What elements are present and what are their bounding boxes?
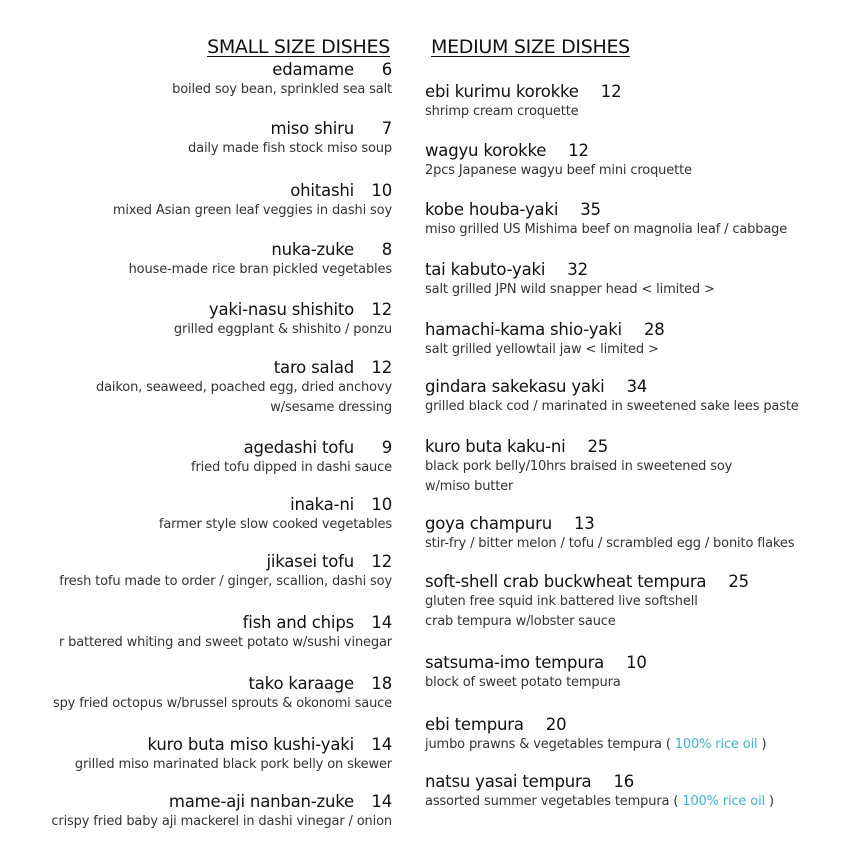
item-desc: shrimp cream croquette bbox=[425, 104, 579, 119]
menu-item bbox=[425, 320, 665, 360]
menu-item bbox=[425, 260, 715, 300]
menu-item bbox=[59, 613, 392, 653]
item-name: edamame bbox=[272, 60, 354, 79]
rice-oil-note: 100% rice oil bbox=[674, 737, 758, 752]
menu-item bbox=[53, 674, 392, 714]
item-price: 32 bbox=[567, 260, 588, 279]
menu-item bbox=[425, 772, 774, 812]
item-name: kuro buta miso kushi-yaki bbox=[147, 735, 354, 754]
item-price: 9 bbox=[381, 438, 392, 457]
item-price: 8 bbox=[381, 240, 392, 259]
menu-item bbox=[425, 200, 787, 240]
menu-item bbox=[75, 735, 392, 775]
item-desc: fried tofu dipped in dashi sauce bbox=[191, 460, 392, 475]
item-desc: gluten free squid ink battered live softshell bbox=[425, 594, 698, 609]
item-desc: 2pcs Japanese wagyu beef mini croquette bbox=[425, 163, 692, 178]
item-price: 6 bbox=[381, 60, 392, 79]
item-price: 28 bbox=[643, 320, 665, 339]
menu-item bbox=[188, 119, 392, 159]
item-desc: mixed Asian green leaf veggies in dashi soy bbox=[112, 203, 392, 218]
rice-oil-note: 100% rice oil bbox=[682, 794, 765, 809]
menu-item bbox=[425, 82, 621, 122]
item-desc: crab tempura w/lobster sauce bbox=[425, 614, 616, 629]
item-name: ebi kurimu korokke bbox=[425, 82, 579, 101]
item-desc: grilled eggplant & shishito / ponzu bbox=[173, 322, 392, 337]
item-desc: black pork belly/10hrs braised in sweetened soy bbox=[425, 459, 733, 474]
item-price: 18 bbox=[371, 674, 392, 693]
item-desc: w/sesame dressing bbox=[270, 400, 392, 415]
item-price: 10 bbox=[626, 653, 647, 672]
menu-item bbox=[51, 792, 392, 832]
item-price: 12 bbox=[371, 300, 392, 319]
item-price: 10 bbox=[371, 181, 392, 200]
menu-item bbox=[59, 552, 392, 592]
menu-item bbox=[159, 495, 392, 535]
item-desc: spy fried octopus w/brussel sprouts & okonomi sauce bbox=[52, 696, 392, 711]
item-name: goya champuru bbox=[425, 514, 552, 533]
item-name: natsu yasai tempura bbox=[425, 772, 592, 791]
item-name: tako karaage bbox=[248, 674, 354, 693]
item-desc: daikon, seaweed, poached egg, dried anchovy bbox=[95, 380, 392, 395]
menu-item bbox=[425, 653, 647, 693]
item-desc: daily made fish stock miso soup bbox=[188, 141, 392, 156]
menu-item bbox=[425, 572, 749, 632]
item-price: 25 bbox=[728, 572, 749, 591]
item-price: 16 bbox=[613, 772, 635, 791]
item-price: 12 bbox=[371, 358, 392, 377]
desc-text: ) bbox=[757, 737, 767, 752]
desc-text: assorted summer vegetables tempura ( bbox=[425, 794, 683, 809]
desc-text: jumbo prawns & vegetables tempura ( bbox=[425, 737, 675, 752]
item-desc: grilled black cod / marinated in sweetened sake lees paste bbox=[425, 399, 799, 414]
menu-item bbox=[425, 514, 794, 554]
item-desc bbox=[425, 792, 774, 812]
item-price: 13 bbox=[573, 514, 595, 533]
item-name: miso shiru bbox=[270, 119, 354, 138]
item-desc: w/miso butter bbox=[425, 479, 514, 494]
menu-item bbox=[113, 181, 392, 221]
item-desc: salt grilled yellowtail jaw < limited > bbox=[425, 342, 659, 357]
item-desc: r battered whiting and sweet potato w/sushi vinegar bbox=[58, 635, 392, 650]
item-name: kobe houba-yaki bbox=[425, 200, 559, 219]
menu-item bbox=[425, 377, 799, 417]
medium-dishes-title: MEDIUM SIZE DISHES bbox=[431, 36, 630, 58]
small-dishes-column bbox=[0, 34, 392, 829]
item-desc: crispy fried baby aji mackerel in dashi vinegar / onion bbox=[51, 814, 392, 829]
menu-item bbox=[191, 438, 392, 478]
item-name: kuro buta kaku-ni bbox=[425, 437, 566, 456]
menu-item bbox=[172, 60, 392, 100]
item-name: jikasei tofu bbox=[266, 552, 354, 571]
item-name: wagyu korokke bbox=[425, 141, 547, 160]
item-desc: block of sweet potato tempura bbox=[425, 675, 621, 690]
item-price: 14 bbox=[371, 613, 392, 632]
item-price: 14 bbox=[371, 792, 392, 811]
item-desc: salt grilled JPN wild snapper head < limited > bbox=[425, 282, 715, 297]
item-name: tai kabuto-yaki bbox=[425, 260, 546, 279]
item-name: mame-aji nanban-zuke bbox=[168, 792, 354, 811]
menu-item bbox=[425, 715, 766, 755]
item-desc: boiled soy bean, sprinkled sea salt bbox=[172, 82, 392, 97]
item-name: gindara sakekasu yaki bbox=[425, 377, 605, 396]
item-name: soft-shell crab buckwheat tempura bbox=[425, 572, 707, 591]
small-dishes-title: SMALL SIZE DISHES bbox=[207, 36, 390, 58]
item-price: 12 bbox=[371, 552, 392, 571]
item-desc bbox=[425, 735, 766, 755]
item-price: 7 bbox=[381, 119, 392, 138]
item-price: 12 bbox=[600, 82, 622, 101]
item-name: fish and chips bbox=[242, 613, 354, 632]
item-price: 12 bbox=[568, 141, 589, 160]
medium-dishes-column bbox=[425, 34, 850, 809]
item-name: satsuma-imo tempura bbox=[425, 653, 605, 672]
item-name: inaka-ni bbox=[290, 495, 354, 514]
item-name: hamachi-kama shio-yaki bbox=[425, 320, 622, 339]
desc-text: ) bbox=[765, 794, 774, 809]
menu-item bbox=[96, 358, 392, 418]
item-name: ebi tempura bbox=[425, 715, 524, 734]
item-name: yaki-nasu shishito bbox=[208, 300, 354, 319]
item-name: ohitashi bbox=[290, 181, 354, 200]
item-name: taro salad bbox=[273, 358, 354, 377]
item-desc: stir-fry / bitter melon / tofu / scrambled egg / bonito flakes bbox=[425, 536, 795, 551]
menu-item bbox=[174, 300, 392, 340]
item-price: 20 bbox=[545, 715, 567, 734]
item-desc: fresh tofu made to order / ginger, scallion, dashi soy bbox=[59, 574, 392, 589]
item-desc: farmer style slow cooked vegetables bbox=[158, 517, 392, 532]
menu-item bbox=[129, 240, 392, 280]
item-desc: grilled miso marinated black pork belly on skewer bbox=[74, 757, 392, 772]
item-price: 25 bbox=[587, 437, 609, 456]
menu-item bbox=[425, 437, 732, 497]
menu-item bbox=[425, 141, 692, 181]
item-price: 35 bbox=[580, 200, 601, 219]
item-price: 34 bbox=[626, 377, 648, 396]
item-name: agedashi tofu bbox=[243, 438, 354, 457]
item-desc: miso grilled US Mishima beef on magnolia leaf / cabbage bbox=[425, 222, 788, 237]
item-price: 10 bbox=[371, 495, 392, 514]
item-desc: house-made rice bran pickled vegetables bbox=[128, 262, 392, 277]
item-price: 14 bbox=[371, 735, 392, 754]
item-name: nuka-zuke bbox=[271, 240, 354, 259]
